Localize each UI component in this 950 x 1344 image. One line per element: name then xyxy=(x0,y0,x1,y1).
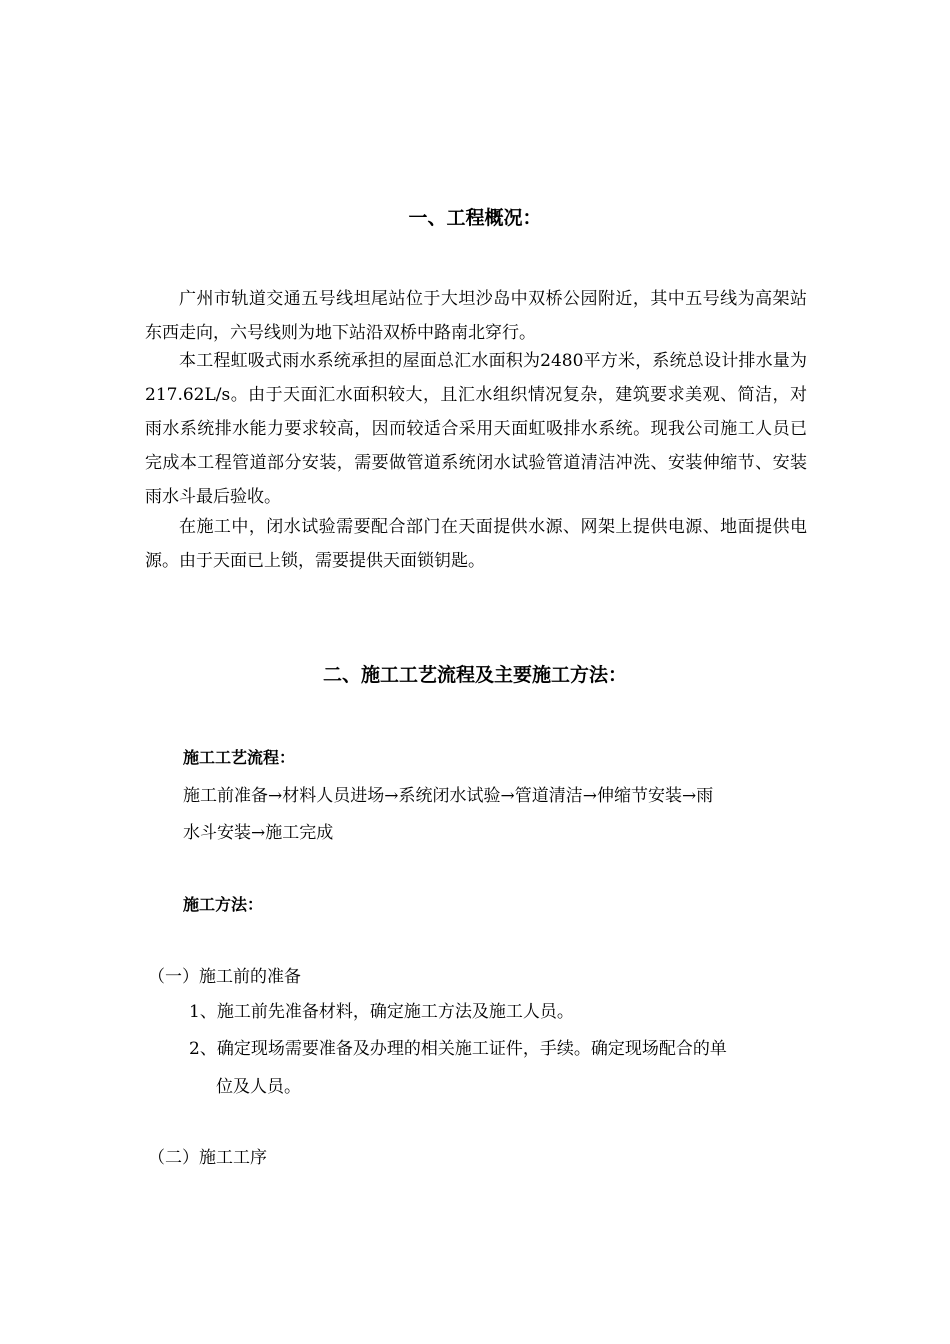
construction-method-title: 施工方法： xyxy=(183,895,264,914)
part-1-item-1: 1、施工前先准备材料，确定施工方法及施工人员。 xyxy=(189,1002,574,1022)
part-1-item-2-line-1: 2、确定现场需要准备及办理的相关施工证件，手续。确定现场配合的单 xyxy=(189,1039,727,1059)
part-2-label: （二）施工工序 xyxy=(148,1148,267,1168)
part-1-label: （一）施工前的准备 xyxy=(148,967,301,987)
process-flow-line-2: 水斗安装→施工完成 xyxy=(183,823,334,843)
section-2-heading: 二、施工工艺流程及主要施工方法： xyxy=(322,664,627,686)
overview-paragraph-3: 在施工中，闭水试验需要配合部门在天面提供水源、网架上提供电源、地面提供电源。由于天面已上锁，需要提供天面锁钥匙。 xyxy=(145,517,807,571)
section-1-heading: 一、工程概况： xyxy=(408,207,542,229)
overview-paragraph-1: 广州市轨道交通五号线坦尾站位于大坦沙岛中双桥公园附近，其中五号线为高架站东西走向，六号线则为地下站沿双桥中路南北穿行。 xyxy=(145,289,807,343)
process-flow-title: 施工工艺流程： xyxy=(183,748,296,767)
process-flow-line-1: 施工前准备→材料人员进场→系统闭水试验→管道清洁→伸缩节安装→雨 xyxy=(183,786,714,806)
part-1-item-2-line-2: 位及人员。 xyxy=(216,1077,301,1097)
overview-paragraph-2: 本工程虹吸式雨水系统承担的屋面总汇水面积为2480平方米，系统总设计排水量为217.62L/s。由于天面汇水面积较大，且汇水组织情况复杂，建筑要求美观、简洁，对雨水系统排水能力要求较高，因而较适合采用天面虹吸排水系统。现我公司施工人员已完成本工程管道部分安装，需要做管道系统闭水试验管道清洁冲洗、安装伸缩节、安装雨水斗最后验收。 xyxy=(145,351,807,507)
